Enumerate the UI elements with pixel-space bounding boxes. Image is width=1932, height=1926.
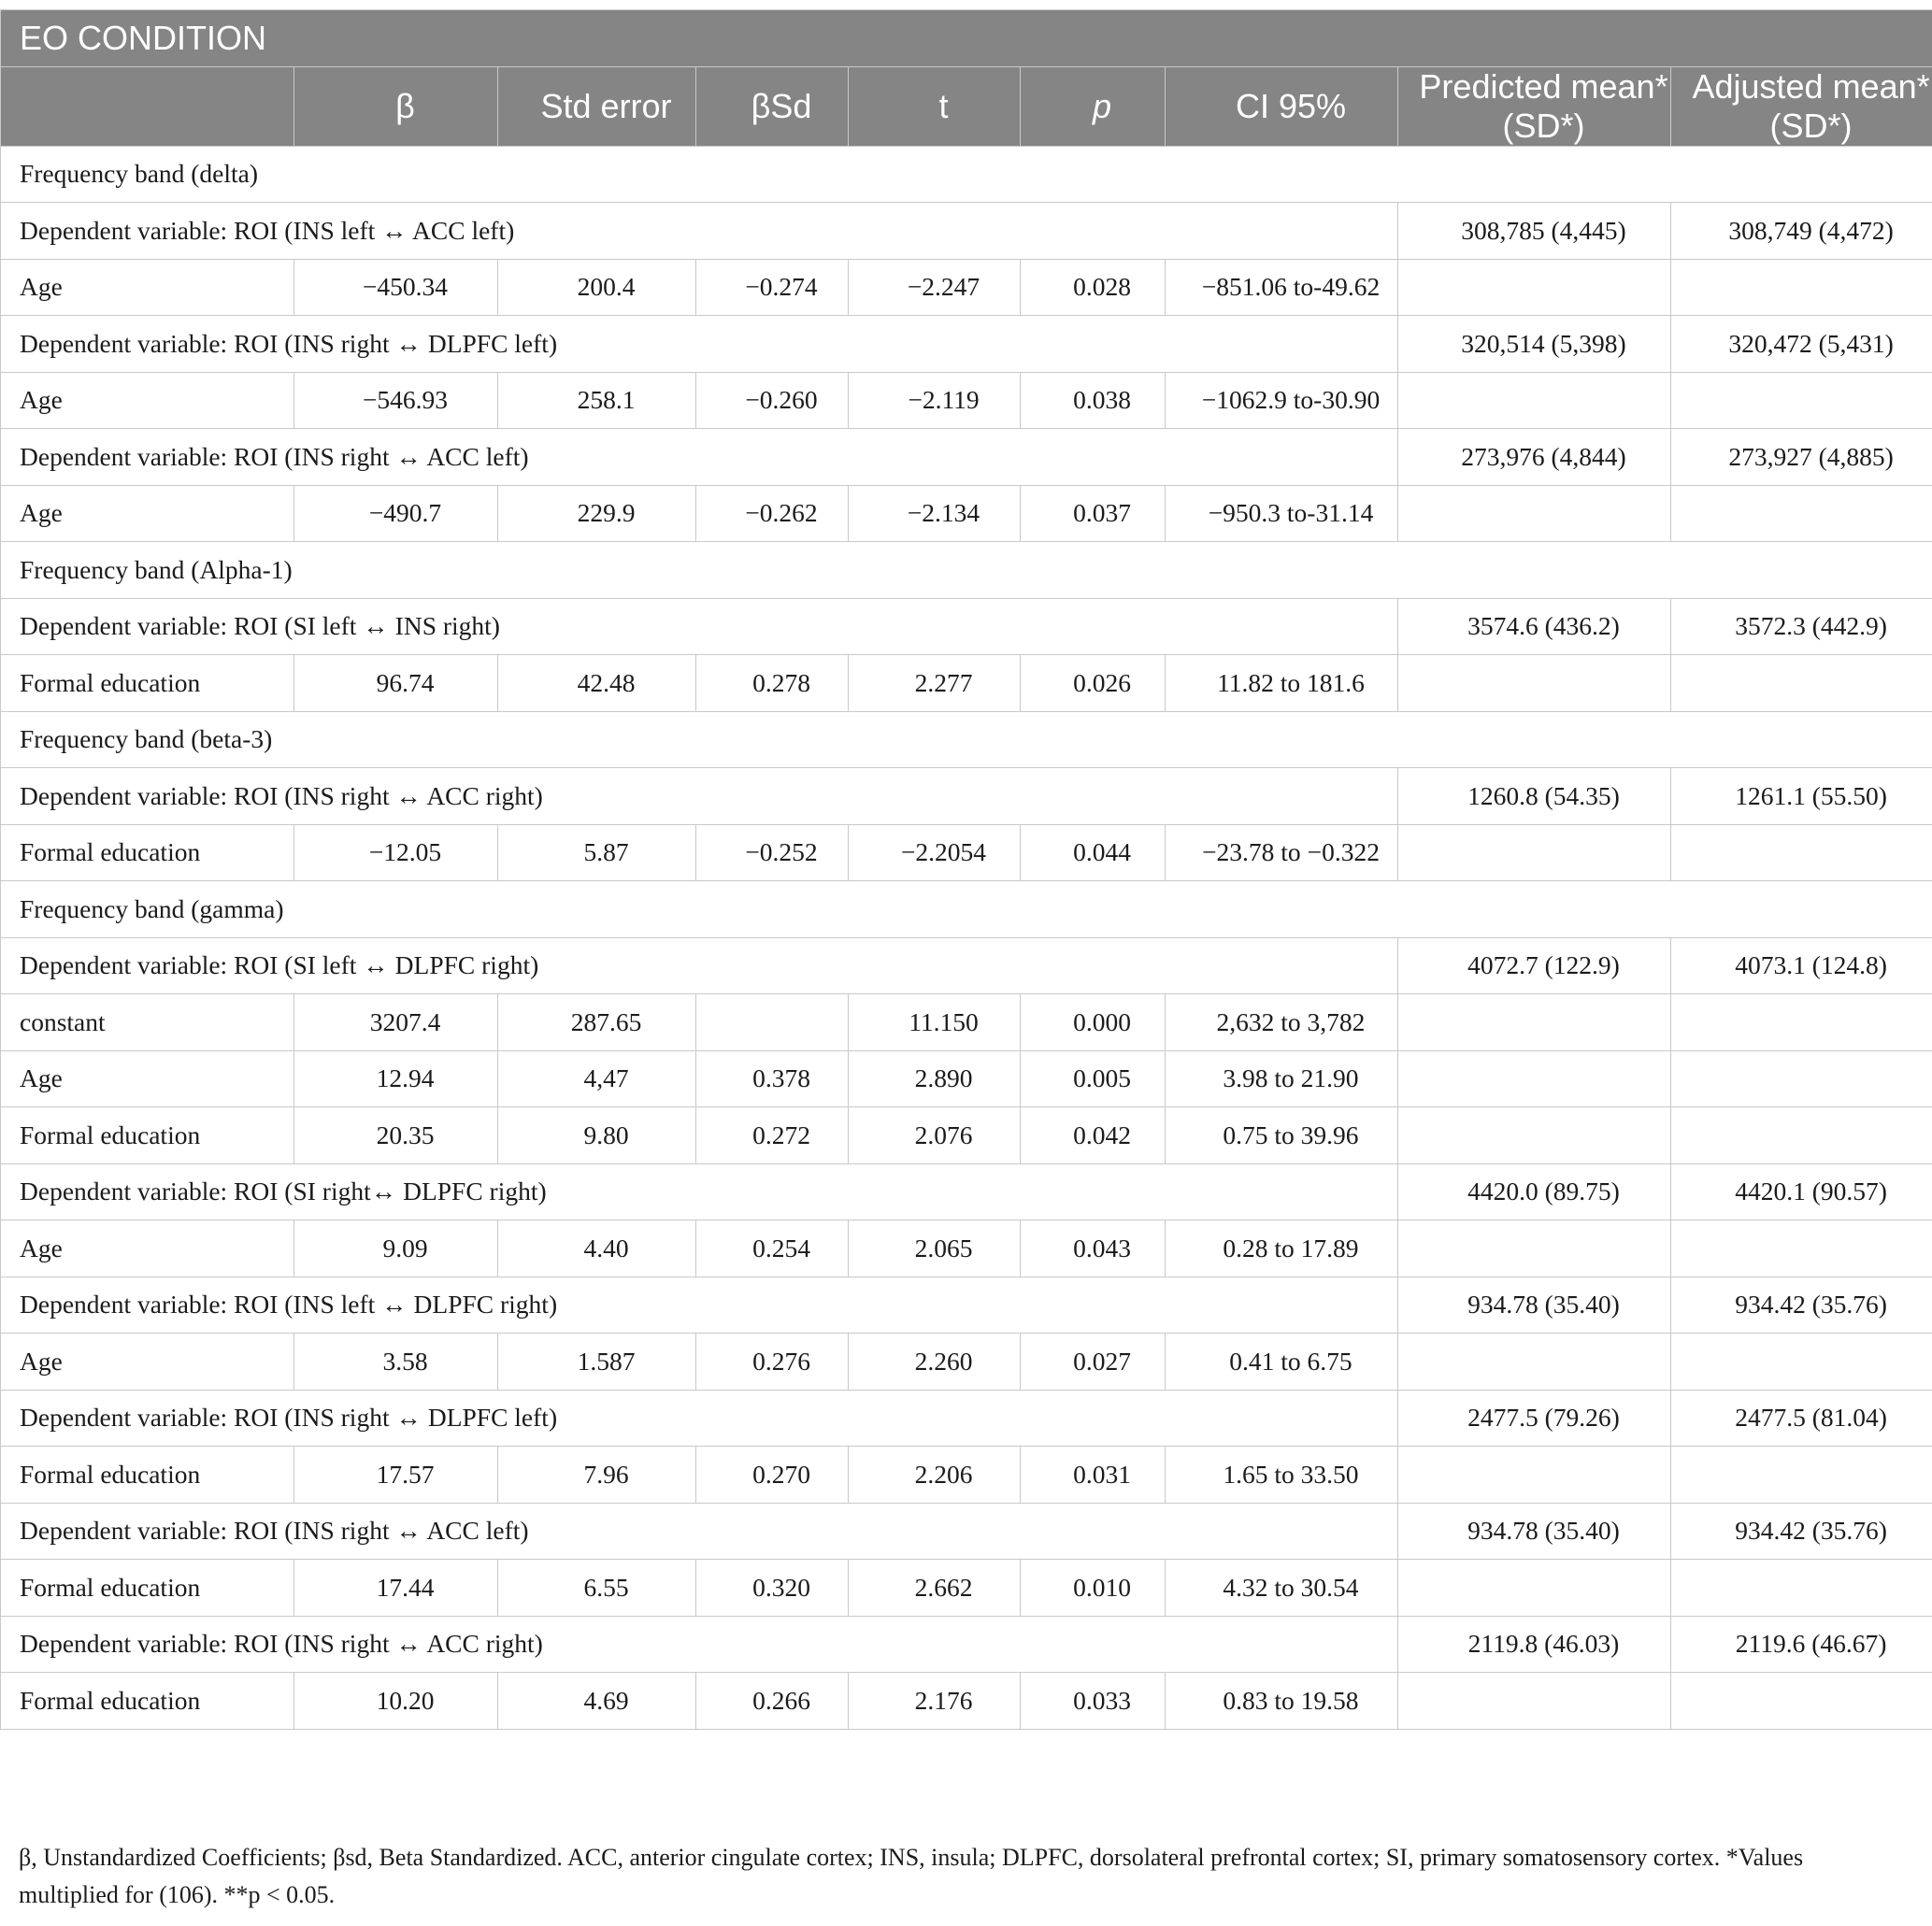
dependent-variable-label: Dependent variable: ROI (INS right ↔ ACC right) [1, 1616, 1398, 1673]
ci-cell: −950.3 to-31.14 [1166, 485, 1398, 542]
ci-cell: 3.98 to 21.90 [1166, 1050, 1398, 1107]
predictor-cell: Formal education [1, 655, 294, 712]
table-row [1, 655, 1932, 712]
predictor-cell: constant [1, 994, 294, 1051]
predicted-mean-cell: 934.78 (35.40) [1398, 1503, 1671, 1560]
adjusted-mean-cell [1671, 485, 1932, 542]
std-error-cell: 42.48 [498, 655, 696, 712]
ci-cell: 4.32 to 30.54 [1166, 1560, 1398, 1617]
table-row [1, 1220, 1932, 1277]
p-cell: 0.037 [1021, 485, 1166, 542]
dependent-variable-row [1, 1277, 1932, 1334]
beta-cell: 3.58 [294, 1334, 498, 1391]
dependent-variable-label: Dependent variable: ROI (INS right ↔ ACC right) [1, 768, 1398, 825]
beta-cell: −546.93 [294, 372, 498, 429]
adjusted-mean-cell: 2477.5 (81.04) [1671, 1390, 1932, 1447]
predicted-mean-cell: 2119.8 (46.03) [1398, 1616, 1671, 1673]
predicted-mean-cell [1398, 1447, 1671, 1504]
t-cell: 2.206 [849, 1447, 1021, 1504]
adjusted-mean-cell [1671, 1334, 1932, 1391]
table-header-row [1, 66, 1932, 146]
header-cell [1, 66, 294, 146]
predictor-cell: Formal education [1, 1107, 294, 1164]
predicted-mean-cell [1398, 259, 1671, 316]
beta-sd-cell: −0.262 [696, 485, 849, 542]
adjusted-mean-cell [1671, 1447, 1932, 1504]
adjusted-mean-cell: 4073.1 (124.8) [1671, 937, 1932, 994]
predicted-mean-cell: 3574.6 (436.2) [1398, 598, 1671, 655]
adjusted-mean-cell [1671, 1673, 1932, 1730]
beta-sd-cell: 0.320 [696, 1560, 849, 1617]
beta-cell: 10.20 [294, 1673, 498, 1730]
p-cell: 0.033 [1021, 1673, 1166, 1730]
dependent-variable-row [1, 598, 1932, 655]
adjusted-mean-cell: 934.42 (35.76) [1671, 1503, 1932, 1560]
p-cell: 0.028 [1021, 259, 1166, 316]
header-t: t [849, 66, 1021, 146]
results-table [0, 9, 1932, 1730]
table-row [1, 994, 1932, 1051]
predictor-cell: Age [1, 485, 294, 542]
dependent-variable-row [1, 316, 1932, 373]
beta-sd-cell: 0.254 [696, 1220, 849, 1277]
predicted-mean-cell [1398, 1050, 1671, 1107]
adjusted-mean-cell [1671, 994, 1932, 1051]
beta-sd-cell: −0.252 [696, 824, 849, 881]
header-predicted-mean: Predicted mean* (SD*) [1398, 66, 1671, 146]
predicted-mean-cell [1398, 1107, 1671, 1164]
dependent-variable-label: Dependent variable: ROI (INS left ↔ DLPFC right) [1, 1277, 1398, 1334]
beta-cell: 17.44 [294, 1560, 498, 1617]
predictor-cell: Age [1, 372, 294, 429]
predictor-cell: Age [1, 259, 294, 316]
section-row [1, 146, 1932, 203]
header-adjusted-mean: Adjusted mean* (SD*) [1671, 66, 1932, 146]
adjusted-mean-cell [1671, 824, 1932, 881]
predictor-cell: Age [1, 1050, 294, 1107]
std-error-cell: 4.69 [498, 1673, 696, 1730]
predicted-mean-cell [1398, 824, 1671, 881]
ci-cell: 0.41 to 6.75 [1166, 1334, 1398, 1391]
beta-cell: 9.09 [294, 1220, 498, 1277]
p-cell: 0.005 [1021, 1050, 1166, 1107]
dependent-variable-label: Dependent variable: ROI (INS right ↔ ACC left) [1, 429, 1398, 486]
beta-sd-cell: 0.276 [696, 1334, 849, 1391]
t-cell: −2.2054 [849, 824, 1021, 881]
adjusted-mean-cell [1671, 1050, 1932, 1107]
table-row [1, 1560, 1932, 1617]
predicted-mean-cell: 320,514 (5,398) [1398, 316, 1671, 373]
table-row [1, 259, 1932, 316]
beta-sd-cell: 0.266 [696, 1673, 849, 1730]
adjusted-mean-cell: 273,927 (4,885) [1671, 429, 1932, 486]
dependent-variable-row [1, 937, 1932, 994]
predictor-cell: Age [1, 1334, 294, 1391]
header-p: p [1021, 66, 1166, 146]
predicted-mean-cell: 934.78 (35.40) [1398, 1277, 1671, 1334]
p-cell: 0.043 [1021, 1220, 1166, 1277]
predictor-cell: Formal education [1, 824, 294, 881]
section-row [1, 542, 1932, 599]
std-error-cell: 6.55 [498, 1560, 696, 1617]
p-cell: 0.044 [1021, 824, 1166, 881]
ci-cell: −1062.9 to-30.90 [1166, 372, 1398, 429]
table-title: EO CONDITION [1, 10, 1932, 67]
dependent-variable-row [1, 203, 1932, 260]
table-row [1, 1673, 1932, 1730]
beta-cell: 20.35 [294, 1107, 498, 1164]
beta-cell: −12.05 [294, 824, 498, 881]
p-cell: 0.031 [1021, 1447, 1166, 1504]
std-error-cell: 200.4 [498, 259, 696, 316]
beta-sd-cell: 0.270 [696, 1447, 849, 1504]
dependent-variable-row [1, 768, 1932, 825]
table-row [1, 372, 1932, 429]
header-beta-sd: βSd [696, 66, 849, 146]
std-error-cell: 287.65 [498, 994, 696, 1051]
t-cell: 2.176 [849, 1673, 1021, 1730]
std-error-cell: 9.80 [498, 1107, 696, 1164]
predicted-mean-cell [1398, 994, 1671, 1051]
predicted-mean-cell [1398, 1220, 1671, 1277]
table-row [1, 1447, 1932, 1504]
table-title-row [1, 10, 1932, 67]
table-footnote [19, 1839, 1897, 1914]
table-row [1, 1050, 1932, 1107]
p-cell: 0.010 [1021, 1560, 1166, 1617]
predictor-cell: Formal education [1, 1560, 294, 1617]
adjusted-mean-cell [1671, 1220, 1932, 1277]
section-row [1, 881, 1932, 938]
predicted-mean-cell: 273,976 (4,844) [1398, 429, 1671, 486]
adjusted-mean-cell: 308,749 (4,472) [1671, 203, 1932, 260]
dependent-variable-row [1, 1616, 1932, 1673]
predictor-cell: Age [1, 1220, 294, 1277]
dependent-variable-row [1, 1503, 1932, 1560]
p-cell: 0.038 [1021, 372, 1166, 429]
ci-cell: 1.65 to 33.50 [1166, 1447, 1398, 1504]
dependent-variable-row [1, 1390, 1932, 1447]
footnote-text: β, Unstandardized Coefficients; βsd, Beta Standardized. ACC, anterior cingulate cortex; INS, insula; DLPFC, dorsolateral prefrontal cortex; SI, primary somatosensory cortex. *Values multiplied for (106). **p < 0.05. [19, 1844, 1804, 1908]
table-row [1, 824, 1932, 881]
beta-sd-cell: 0.378 [696, 1050, 849, 1107]
section-label: Frequency band (delta) [1, 146, 1932, 203]
t-cell: −2.134 [849, 485, 1021, 542]
adjusted-mean-cell: 1261.1 (55.50) [1671, 768, 1932, 825]
t-cell: 2.662 [849, 1560, 1021, 1617]
table-row [1, 1107, 1932, 1164]
ci-cell: −851.06 to-49.62 [1166, 259, 1398, 316]
header-std-error: Std error [498, 66, 696, 146]
t-cell: 11.150 [849, 994, 1021, 1051]
adjusted-mean-cell: 4420.1 (90.57) [1671, 1163, 1932, 1220]
beta-cell: −450.34 [294, 259, 498, 316]
ci-cell: 0.28 to 17.89 [1166, 1220, 1398, 1277]
dependent-variable-label: Dependent variable: ROI (SI left ↔ DLPFC right) [1, 937, 1398, 994]
section-label: Frequency band (beta-3) [1, 711, 1932, 768]
predicted-mean-cell [1398, 1334, 1671, 1391]
dependent-variable-row [1, 1163, 1932, 1220]
predicted-mean-cell: 308,785 (4,445) [1398, 203, 1671, 260]
std-error-cell: 258.1 [498, 372, 696, 429]
std-error-cell: 7.96 [498, 1447, 696, 1504]
beta-sd-cell: 0.278 [696, 655, 849, 712]
table-container [0, 9, 1932, 1730]
beta-sd-cell [696, 994, 849, 1051]
adjusted-mean-cell [1671, 1560, 1932, 1617]
t-cell: −2.247 [849, 259, 1021, 316]
table-row [1, 485, 1932, 542]
t-cell: 2.065 [849, 1220, 1021, 1277]
header-ci: CI 95% [1166, 66, 1398, 146]
predicted-mean-cell [1398, 1673, 1671, 1730]
predicted-mean-cell [1398, 1560, 1671, 1617]
table-row [1, 1334, 1932, 1391]
dependent-variable-label: Dependent variable: ROI (INS left ↔ ACC left) [1, 203, 1398, 260]
std-error-cell: 229.9 [498, 485, 696, 542]
adjusted-mean-cell: 320,472 (5,431) [1671, 316, 1932, 373]
table-body [1, 146, 1932, 1729]
adjusted-mean-cell [1671, 372, 1932, 429]
t-cell: −2.119 [849, 372, 1021, 429]
predicted-mean-cell [1398, 655, 1671, 712]
std-error-cell: 4.40 [498, 1220, 696, 1277]
dependent-variable-label: Dependent variable: ROI (INS right ↔ DLPFC left) [1, 1390, 1398, 1447]
beta-cell: 17.57 [294, 1447, 498, 1504]
p-cell: 0.027 [1021, 1334, 1166, 1391]
dependent-variable-label: Dependent variable: ROI (INS right ↔ ACC left) [1, 1503, 1398, 1560]
predicted-mean-cell: 2477.5 (79.26) [1398, 1390, 1671, 1447]
dependent-variable-row [1, 429, 1932, 486]
predictor-cell: Formal education [1, 1447, 294, 1504]
t-cell: 2.277 [849, 655, 1021, 712]
section-label: Frequency band (gamma) [1, 881, 1932, 938]
p-cell: 0.000 [1021, 994, 1166, 1051]
t-cell: 2.076 [849, 1107, 1021, 1164]
dependent-variable-label: Dependent variable: ROI (SI left ↔ INS right) [1, 598, 1398, 655]
beta-sd-cell: −0.260 [696, 372, 849, 429]
beta-cell: 12.94 [294, 1050, 498, 1107]
predicted-mean-cell [1398, 485, 1671, 542]
header-beta: β [294, 66, 498, 146]
adjusted-mean-cell: 2119.6 (46.67) [1671, 1616, 1932, 1673]
p-cell: 0.026 [1021, 655, 1166, 712]
t-cell: 2.890 [849, 1050, 1021, 1107]
ci-cell: 2,632 to 3,782 [1166, 994, 1398, 1051]
predicted-mean-cell: 4072.7 (122.9) [1398, 937, 1671, 994]
adjusted-mean-cell: 3572.3 (442.9) [1671, 598, 1932, 655]
predictor-cell: Formal education [1, 1673, 294, 1730]
ci-cell: 0.75 to 39.96 [1166, 1107, 1398, 1164]
beta-sd-cell: 0.272 [696, 1107, 849, 1164]
predicted-mean-cell: 4420.0 (89.75) [1398, 1163, 1671, 1220]
predicted-mean-cell [1398, 372, 1671, 429]
beta-sd-cell: −0.274 [696, 259, 849, 316]
dependent-variable-label: Dependent variable: ROI (INS right ↔ DLPFC left) [1, 316, 1398, 373]
ci-cell: −23.78 to −0.322 [1166, 824, 1398, 881]
adjusted-mean-cell [1671, 1107, 1932, 1164]
beta-cell: −490.7 [294, 485, 498, 542]
adjusted-mean-cell [1671, 259, 1932, 316]
beta-cell: 96.74 [294, 655, 498, 712]
section-row [1, 711, 1932, 768]
t-cell: 2.260 [849, 1334, 1021, 1391]
p-cell: 0.042 [1021, 1107, 1166, 1164]
predicted-mean-cell: 1260.8 (54.35) [1398, 768, 1671, 825]
dependent-variable-label: Dependent variable: ROI (SI right↔ DLPFC right) [1, 1163, 1398, 1220]
std-error-cell: 5.87 [498, 824, 696, 881]
ci-cell: 0.83 to 19.58 [1166, 1673, 1398, 1730]
std-error-cell: 4,47 [498, 1050, 696, 1107]
beta-cell: 3207.4 [294, 994, 498, 1051]
section-label: Frequency band (Alpha-1) [1, 542, 1932, 599]
adjusted-mean-cell [1671, 655, 1932, 712]
std-error-cell: 1.587 [498, 1334, 696, 1391]
adjusted-mean-cell: 934.42 (35.76) [1671, 1277, 1932, 1334]
ci-cell: 11.82 to 181.6 [1166, 655, 1398, 712]
